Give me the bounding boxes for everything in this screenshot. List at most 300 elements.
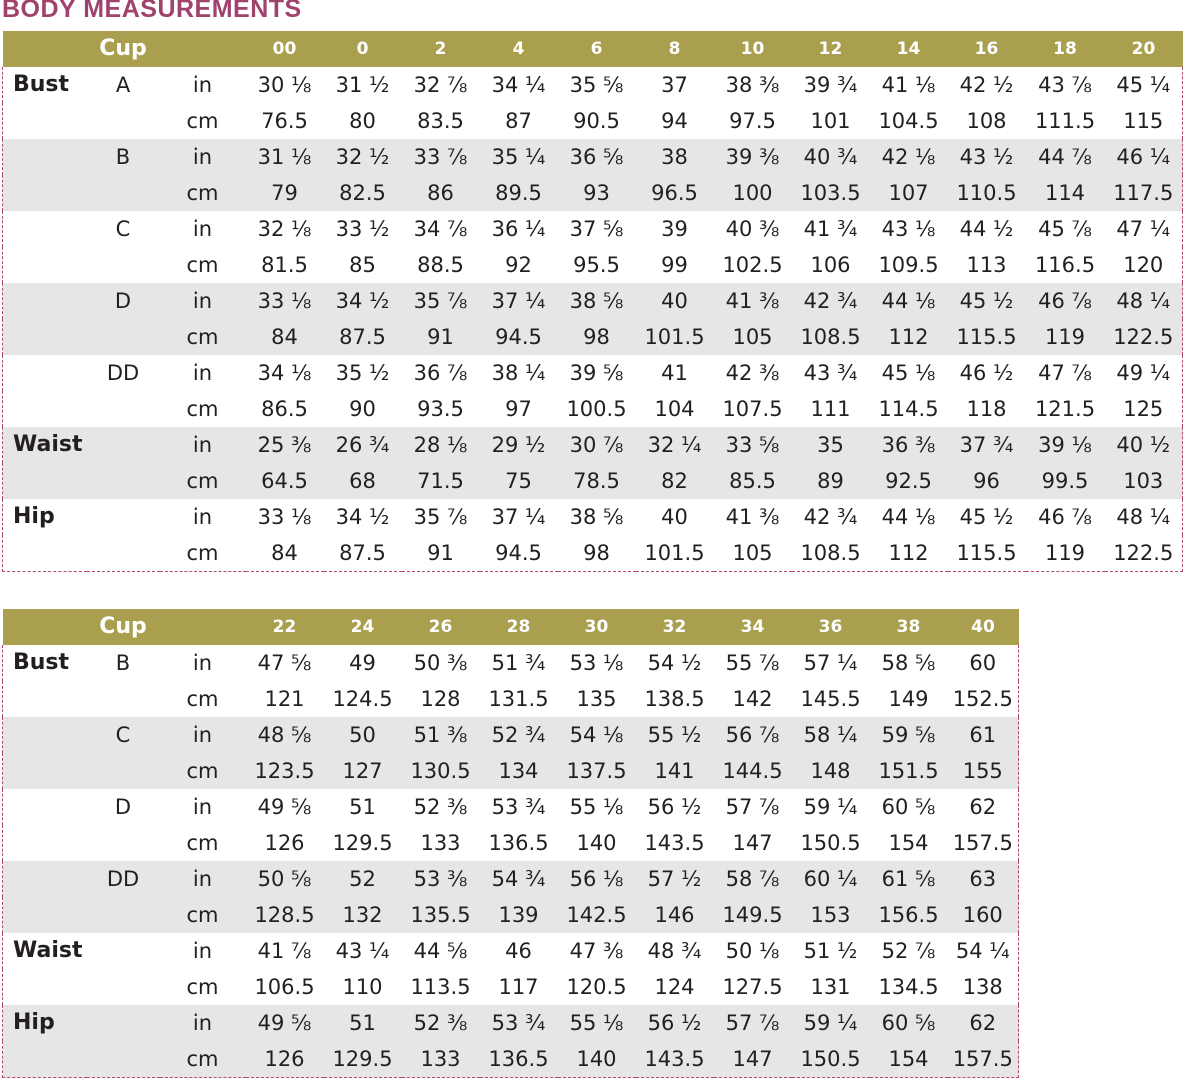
value-cell: 112	[870, 319, 948, 355]
measurement-label: Hip	[3, 1005, 87, 1041]
measurement-label	[3, 175, 87, 211]
value-cell: 54 ¼	[948, 933, 1019, 969]
value-cell: 81.5	[261, 253, 308, 277]
value-cell: 58 ⅝	[881, 651, 936, 675]
cup-size-cell	[87, 247, 160, 283]
unit-cell: in	[160, 1005, 246, 1041]
value-cell: 107.5	[722, 397, 783, 421]
value-cell: 134	[480, 753, 558, 789]
value-cell: 90.5	[573, 109, 620, 133]
measurement-label	[3, 789, 87, 825]
value-cell: 37	[661, 73, 688, 97]
unit-cell: in	[192, 217, 213, 241]
value-cell: 33 ½	[335, 217, 390, 241]
cup-size-cell	[87, 897, 160, 933]
value-cell: 41 ⅞	[257, 939, 312, 963]
value-cell: 45 ½	[948, 283, 1026, 319]
value-cell: 108.5	[792, 319, 870, 355]
value-cell: 157.5	[948, 1041, 1019, 1078]
header-blank	[3, 31, 87, 67]
value-cell: 105	[714, 319, 792, 355]
value-cell: 104.5	[878, 109, 939, 133]
value-cell: 117	[498, 975, 539, 999]
value-cell: 94.5	[480, 319, 558, 355]
cup-size-cell	[87, 427, 160, 463]
size-header: 28	[480, 609, 558, 645]
table-row	[3, 1005, 1019, 1041]
size-header: 26	[402, 609, 480, 645]
unit-cell: in	[160, 717, 246, 753]
value-cell: 56 ⅛	[558, 861, 636, 897]
value-cell: 96.5	[636, 175, 714, 211]
value-cell: 92	[505, 253, 532, 277]
value-cell: 47 ¼	[1105, 211, 1183, 247]
value-cell: 89	[792, 463, 870, 499]
value-cell: 54 ½	[647, 651, 702, 675]
value-cell: 78.5	[558, 463, 636, 499]
table-row	[3, 355, 1183, 391]
value-cell: 136.5	[480, 1041, 558, 1078]
header-row	[3, 609, 1019, 645]
cup-header: Cup	[87, 609, 160, 645]
value-cell: 42 ¾	[803, 505, 858, 529]
size-header: 4	[480, 31, 558, 67]
value-cell: 148	[792, 753, 870, 789]
value-cell: 125	[1105, 391, 1183, 427]
value-cell: 45 ½	[959, 505, 1014, 529]
value-cell: 39 ⅝	[569, 361, 624, 385]
value-cell: 94.5	[480, 535, 558, 572]
value-cell: 50 ⅝	[246, 861, 324, 897]
cup-size-cell: C	[87, 717, 160, 753]
value-cell: 57 ⅞	[725, 795, 780, 819]
value-cell: 124	[654, 975, 695, 999]
value-cell: 99.5	[1026, 463, 1105, 499]
value-cell: 58 ⅞	[714, 861, 792, 897]
value-cell: 59 ¼	[792, 1005, 870, 1041]
size-header: 10	[714, 31, 792, 67]
cup-size-cell: DD	[106, 361, 140, 385]
value-cell: 49 ¼	[1105, 355, 1183, 391]
cup-size-cell: B	[115, 651, 131, 675]
value-cell: 52 ⅜	[413, 795, 468, 819]
cup-size-cell: A	[115, 73, 131, 97]
value-cell: 111	[810, 397, 851, 421]
measurement-label	[3, 717, 87, 753]
value-cell: 56 ½	[636, 1005, 714, 1041]
value-cell: 53 ⅜	[402, 861, 480, 897]
value-cell: 121	[264, 687, 305, 711]
value-cell: 41 ⅜	[725, 505, 780, 529]
value-cell: 115.5	[948, 535, 1026, 572]
value-cell: 46 ¼	[1105, 139, 1183, 175]
value-cell: 96	[948, 463, 1026, 499]
cup-size-cell	[87, 933, 160, 969]
cup-size-cell	[87, 1041, 160, 1078]
value-cell: 127.5	[722, 975, 783, 999]
cup-size-cell: D	[87, 283, 160, 319]
value-cell: 39	[661, 217, 688, 241]
value-cell: 98	[558, 319, 636, 355]
value-cell: 55 ½	[636, 717, 714, 753]
value-cell: 135	[576, 687, 617, 711]
value-cell: 88.5	[417, 253, 464, 277]
value-cell: 44 ⅞	[1026, 139, 1105, 175]
value-cell: 37 ¼	[491, 505, 546, 529]
table-row	[3, 789, 1019, 825]
measurement-label	[3, 211, 87, 247]
value-cell: 44 ½	[959, 217, 1014, 241]
value-cell: 146	[636, 897, 714, 933]
value-cell: 41 ¾	[803, 217, 858, 241]
value-cell: 132	[324, 897, 402, 933]
value-cell: 136.5	[488, 831, 549, 855]
value-cell: 39 ⅜	[714, 139, 792, 175]
measurements-table-sizes-22-40	[2, 609, 1019, 1078]
value-cell: 122.5	[1105, 319, 1183, 355]
value-cell: 43 ⅛	[881, 217, 936, 241]
value-cell: 63	[948, 861, 1019, 897]
value-cell: 40 ¾	[792, 139, 870, 175]
value-cell: 152.5	[948, 681, 1019, 717]
value-cell: 106	[810, 253, 851, 277]
table-row	[3, 825, 1019, 861]
unit-cell: cm	[160, 1041, 246, 1078]
value-cell: 68	[324, 463, 402, 499]
value-cell: 60	[948, 645, 1019, 681]
value-cell: 51	[324, 1005, 402, 1041]
unit-cell: cm	[160, 897, 246, 933]
size-header: 14	[870, 31, 948, 67]
value-cell: 126	[246, 1041, 324, 1078]
measurement-label	[3, 103, 87, 139]
table-row	[3, 645, 1019, 681]
value-cell: 112	[870, 535, 948, 572]
value-cell: 42 ⅛	[870, 139, 948, 175]
value-cell: 57 ¼	[803, 651, 858, 675]
value-cell: 80	[349, 109, 376, 133]
table-row	[3, 319, 1183, 355]
measurement-label: Bust	[3, 645, 87, 681]
value-cell: 147	[714, 1041, 792, 1078]
value-cell: 52 ¾	[480, 717, 558, 753]
unit-cell: in	[192, 795, 213, 819]
cup-size-cell	[87, 535, 160, 572]
value-cell: 110.5	[948, 175, 1026, 211]
value-cell: 57 ½	[636, 861, 714, 897]
measurement-label	[3, 139, 87, 175]
value-cell: 57 ⅞	[714, 1005, 792, 1041]
value-cell: 90	[349, 397, 376, 421]
cup-size-cell	[87, 969, 160, 1005]
value-cell: 34 ⅞	[413, 217, 468, 241]
unit-cell: cm	[160, 753, 246, 789]
unit-cell: cm	[160, 535, 246, 572]
cup-size-cell	[87, 319, 160, 355]
measurements-table-sizes-00-20	[2, 31, 1183, 572]
table-row	[3, 969, 1019, 1005]
value-cell: 47 ⅞	[1038, 361, 1092, 385]
cup-size-cell: B	[87, 139, 160, 175]
value-cell: 102.5	[722, 253, 783, 277]
value-cell: 122.5	[1105, 535, 1183, 572]
value-cell: 97	[505, 397, 532, 421]
table-row	[3, 535, 1183, 572]
size-header: 18	[1026, 31, 1105, 67]
value-cell: 86.5	[261, 397, 308, 421]
cup-size-cell	[87, 753, 160, 789]
value-cell: 137.5	[558, 753, 636, 789]
measurement-label	[3, 1041, 87, 1078]
value-cell: 56 ⅞	[714, 717, 792, 753]
value-cell: 44 ⅝	[413, 939, 468, 963]
value-cell: 97.5	[729, 109, 776, 133]
value-cell: 86	[402, 175, 480, 211]
value-cell: 35 ½	[335, 361, 390, 385]
table-row	[3, 283, 1183, 319]
value-cell: 48 ¾	[647, 939, 702, 963]
value-cell: 38	[636, 139, 714, 175]
value-cell: 34 ¼	[491, 73, 546, 97]
value-cell: 46 ⅞	[1026, 283, 1105, 319]
value-cell: 33 ⅛	[257, 505, 312, 529]
value-cell: 134.5	[878, 975, 939, 999]
value-cell: 48 ¼	[1105, 283, 1183, 319]
value-cell: 51	[349, 795, 376, 819]
unit-cell: in	[160, 139, 246, 175]
value-cell: 150.5	[800, 831, 861, 855]
value-cell: 49 ⅝	[246, 1005, 324, 1041]
value-cell: 30 ⅛	[257, 73, 312, 97]
value-cell: 52 ⅞	[881, 939, 936, 963]
value-cell: 36 ⅜	[870, 427, 948, 463]
value-cell: 131	[810, 975, 851, 999]
table-row	[3, 175, 1183, 211]
value-cell: 42 ½	[959, 73, 1014, 97]
value-cell: 105	[714, 535, 792, 572]
value-cell: 35	[792, 427, 870, 463]
value-cell: 121.5	[1034, 397, 1096, 421]
measurement-label	[3, 319, 87, 355]
value-cell: 110	[342, 975, 383, 999]
value-cell: 40 ⅜	[725, 217, 780, 241]
value-cell: 51 ½	[803, 939, 858, 963]
cup-size-cell: D	[114, 795, 132, 819]
measurement-label	[3, 681, 87, 717]
value-cell: 120	[1105, 247, 1183, 283]
value-cell: 47 ⅝	[257, 651, 312, 675]
value-cell: 154	[888, 831, 929, 855]
unit-cell: cm	[186, 109, 219, 133]
value-cell: 85	[349, 253, 376, 277]
value-cell: 51 ¾	[491, 651, 546, 675]
value-cell: 129.5	[332, 831, 393, 855]
value-cell: 91	[402, 535, 480, 572]
value-cell: 41 ⅜	[714, 283, 792, 319]
value-cell: 109.5	[878, 253, 939, 277]
value-cell: 60 ¼	[792, 861, 870, 897]
measurement-label: Bust	[3, 67, 87, 103]
value-cell: 118	[966, 397, 1007, 421]
unit-cell: cm	[186, 253, 219, 277]
cup-size-cell: C	[115, 217, 131, 241]
size-header: 00	[246, 31, 324, 67]
table-row	[3, 463, 1183, 499]
value-cell: 34 ½	[335, 505, 390, 529]
value-cell: 43 ½	[948, 139, 1026, 175]
value-cell: 155	[948, 753, 1019, 789]
unit-cell: in	[192, 361, 213, 385]
value-cell: 106.5	[254, 975, 315, 999]
table-row	[3, 753, 1019, 789]
value-cell: 84	[246, 535, 324, 572]
value-cell: 127	[324, 753, 402, 789]
unit-cell: in	[192, 73, 213, 97]
value-cell: 103	[1105, 463, 1183, 499]
cup-size-cell	[87, 499, 160, 535]
value-cell: 32 ⅛	[257, 217, 312, 241]
value-cell: 123.5	[246, 753, 324, 789]
value-cell: 119	[1026, 319, 1105, 355]
unit-cell: cm	[160, 175, 246, 211]
value-cell: 115.5	[948, 319, 1026, 355]
value-cell: 95.5	[573, 253, 620, 277]
value-cell: 120.5	[566, 975, 627, 999]
value-cell: 153	[792, 897, 870, 933]
value-cell: 82.5	[324, 175, 402, 211]
unit-cell: in	[192, 939, 213, 963]
size-header: 32	[636, 609, 714, 645]
cup-size-cell	[87, 103, 160, 139]
value-cell: 54 ⅛	[558, 717, 636, 753]
value-cell: 31 ½	[335, 73, 390, 97]
value-cell: 49 ⅝	[257, 795, 312, 819]
value-cell: 115	[1105, 103, 1183, 139]
value-cell: 44 ⅛	[870, 283, 948, 319]
size-header: 22	[246, 609, 324, 645]
value-cell: 64.5	[246, 463, 324, 499]
unit-cell: in	[160, 283, 246, 319]
value-cell: 103.5	[792, 175, 870, 211]
value-cell: 50	[324, 717, 402, 753]
value-cell: 98	[558, 535, 636, 572]
measurement-label	[3, 969, 87, 1005]
value-cell: 55 ⅛	[569, 795, 624, 819]
value-cell: 36 ⅝	[558, 139, 636, 175]
value-cell: 43 ¾	[803, 361, 858, 385]
value-cell: 35 ⅝	[569, 73, 624, 97]
value-cell: 133	[420, 831, 461, 855]
value-cell: 48 ⅝	[246, 717, 324, 753]
value-cell: 33 ⅛	[246, 283, 324, 319]
table-row	[3, 103, 1183, 139]
value-cell: 43 ¼	[335, 939, 390, 963]
value-cell: 53 ¾	[491, 795, 546, 819]
value-cell: 113	[966, 253, 1007, 277]
header-row	[3, 31, 1183, 67]
value-cell: 44 ⅛	[881, 505, 936, 529]
value-cell: 133	[402, 1041, 480, 1078]
value-cell: 50 ⅜	[413, 651, 468, 675]
cup-size-cell	[87, 391, 160, 427]
value-cell: 84	[246, 319, 324, 355]
value-cell: 42 ⅜	[725, 361, 780, 385]
unit-cell: cm	[160, 463, 246, 499]
measurement-label: Hip	[3, 499, 87, 535]
cup-header: Cup	[87, 31, 160, 67]
value-cell: 147	[732, 831, 773, 855]
table-row	[3, 717, 1019, 753]
value-cell: 156.5	[870, 897, 948, 933]
measurement-label	[3, 391, 87, 427]
value-cell: 107	[870, 175, 948, 211]
unit-cell: in	[160, 427, 246, 463]
size-header: 36	[792, 609, 870, 645]
value-cell: 116.5	[1034, 253, 1096, 277]
value-cell: 34 ½	[324, 283, 402, 319]
value-cell: 149.5	[714, 897, 792, 933]
value-cell: 71.5	[402, 463, 480, 499]
size-header: 12	[792, 31, 870, 67]
value-cell: 54 ¾	[480, 861, 558, 897]
value-cell: 59 ¼	[803, 795, 858, 819]
size-header: 24	[324, 609, 402, 645]
value-cell: 52	[324, 861, 402, 897]
value-cell: 100.5	[566, 397, 627, 421]
value-cell: 56 ½	[647, 795, 702, 819]
size-header: 40	[948, 609, 1019, 645]
value-cell: 111.5	[1034, 109, 1096, 133]
unit-cell: cm	[186, 975, 219, 999]
table-row	[3, 139, 1183, 175]
value-cell: 46 ⅞	[1038, 505, 1092, 529]
table-row	[3, 211, 1183, 247]
value-cell: 149	[888, 687, 929, 711]
value-cell: 104	[654, 397, 695, 421]
cup-size-cell	[87, 1005, 160, 1041]
value-cell: 55 ⅞	[725, 651, 780, 675]
value-cell: 119	[1026, 535, 1105, 572]
value-cell: 130.5	[402, 753, 480, 789]
value-cell: 135.5	[402, 897, 480, 933]
value-cell: 40 ½	[1105, 427, 1183, 463]
value-cell: 30 ⅞	[558, 427, 636, 463]
value-cell: 25 ⅜	[246, 427, 324, 463]
value-cell: 100	[714, 175, 792, 211]
measurement-label	[3, 535, 87, 572]
size-header: 34	[714, 609, 792, 645]
value-cell: 35 ⅞	[413, 505, 468, 529]
size-header: 2	[402, 31, 480, 67]
value-cell: 38 ¼	[491, 361, 546, 385]
table-row	[3, 933, 1019, 969]
measurement-label	[3, 247, 87, 283]
size-header: 0	[324, 31, 402, 67]
value-cell: 31 ⅛	[246, 139, 324, 175]
value-cell: 46 ½	[959, 361, 1014, 385]
value-cell: 58 ¼	[792, 717, 870, 753]
value-cell: 138	[948, 969, 1019, 1005]
value-cell: 28 ⅛	[402, 427, 480, 463]
value-cell: 160	[948, 897, 1019, 933]
measurement-label: Waist	[3, 427, 87, 463]
value-cell: 35 ¼	[480, 139, 558, 175]
unit-cell: cm	[160, 319, 246, 355]
value-cell: 39 ⅛	[1026, 427, 1105, 463]
table-row	[3, 1041, 1019, 1078]
value-cell: 40	[636, 283, 714, 319]
value-cell: 35 ⅞	[402, 283, 480, 319]
